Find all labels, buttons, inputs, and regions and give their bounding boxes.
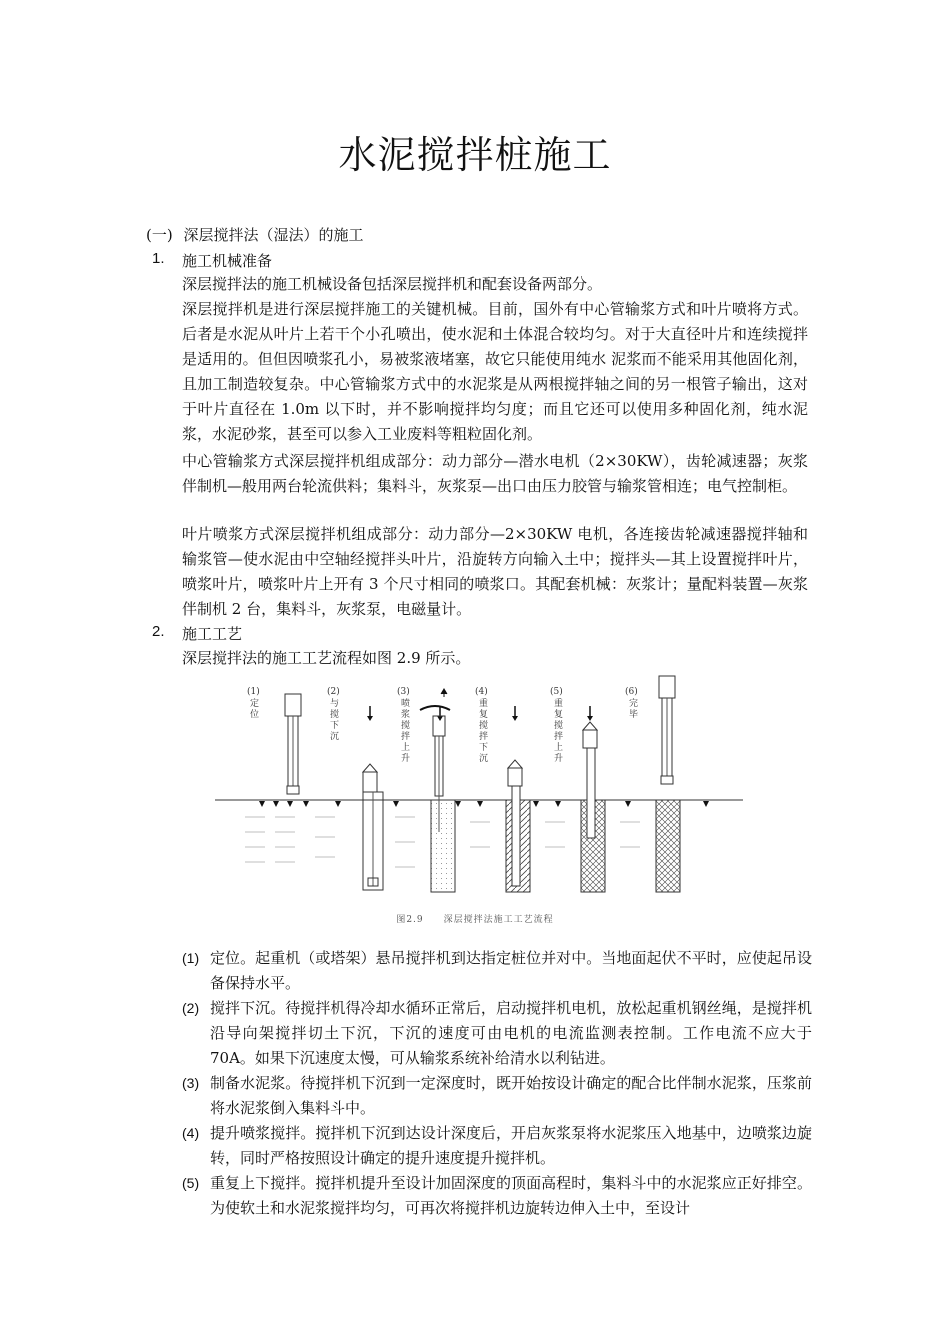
stage-label-3: (3) (397, 687, 410, 697)
stage-text-char: 沉 (479, 754, 489, 764)
stage-text-char: 升 (401, 754, 411, 764)
step-number: (3) (182, 1075, 200, 1091)
stage-text-char: 上 (401, 743, 411, 753)
step-number: (4) (182, 1125, 200, 1141)
process-diagram (215, 672, 745, 932)
stage-label-5: (5) (550, 687, 563, 697)
stage-4-mixer (506, 706, 530, 892)
section-marker: (一) (146, 226, 173, 244)
stage-5-mixer (581, 706, 605, 892)
step-number: (5) (182, 1175, 200, 1191)
step-text: 搅拌下沉。待搅拌机得冷却水循环正常后，启动搅拌机电机，放松起重机钢丝绳，是搅拌机沿导向架搅拌切土下沉，下沉的速度可由电机的电流监测表控制。工作电流不应大于 70A。如果下沉速度太慢，可从输浆系统补给清水以利钻进。 (210, 999, 812, 1067)
stage-label-4: (4) (475, 687, 488, 697)
item2-heading: 施工工艺 (182, 625, 243, 643)
step-text: 提升喷浆搅拌。搅拌机下沉到达设计深度后，开启灰浆泵将水泥浆压入地基中，边喷浆边旋转，同时严格按照设计确定的提升速度提升搅拌机。 (210, 1124, 812, 1167)
stage-text-char: 完 (629, 699, 639, 709)
stage-text-char: 复 (479, 710, 489, 720)
stage-text-char: 位 (250, 710, 260, 720)
item2-paragraph-1: 深层搅拌法的施工工艺流程如图 2.9 所示。 (182, 649, 471, 667)
stage-text-char: 搅 (554, 721, 564, 731)
step-number: (2) (182, 1000, 200, 1016)
stage-text-char: 复 (554, 710, 564, 720)
step-text: 重复上下搅拌。搅拌机提升至设计加固深度的顶面高程时，集料斗中的水泥浆应正好排空。为使软土和水泥浆搅拌均匀，可再次将搅拌机边旋转边伸入土中，至设计 (210, 1174, 812, 1217)
stage-text-char: 下 (479, 743, 489, 753)
stage-text-char: 喷 (401, 699, 411, 709)
step-2 (182, 996, 812, 1071)
step-3 (182, 1071, 812, 1121)
figure-caption: 图2.9 深层搅拌法施工工艺流程 (396, 915, 554, 925)
item1-paragraph-3: 中心管输浆方式深层搅拌机组成部分：动力部分—潜水电机（2×30KW），齿轮减速器；灰浆伴制机—般用两台轮流供料；集料斗，灰浆泵—出口由压力胶管与输浆管相连；电气控制柜。 (182, 452, 808, 495)
stage-text-char: 拌 (554, 732, 564, 742)
stage-text-char: 重 (479, 699, 489, 709)
step-text: 定位。起重机（或塔架）悬吊搅拌机到达指定桩位并对中。当地面起伏不平时，应使起吊设备保持水平。 (210, 949, 812, 992)
stage-text-char: 与 (330, 699, 340, 709)
item2-number: 2. (152, 623, 165, 640)
stage-text-char: 搅 (330, 710, 340, 720)
stage-label-2: (2) (327, 687, 340, 697)
stage-text-char: 下 (330, 721, 340, 731)
stage-3-mixer (420, 689, 455, 892)
stage-label-1: (1) (247, 687, 260, 697)
step-number: (1) (182, 950, 200, 966)
step-5 (182, 1171, 812, 1221)
stage-text-char: 定 (250, 699, 260, 709)
ground-markers (259, 801, 709, 807)
stage-text-char: 上 (554, 743, 564, 753)
step-4 (182, 1121, 812, 1171)
stage-text-char: 搅 (401, 721, 411, 731)
item1-heading: 施工机械准备 (182, 252, 273, 270)
stage-label-6: (6) (625, 687, 638, 697)
stage-1-mixer (285, 694, 301, 794)
stage-text-char: 升 (554, 754, 564, 764)
section-label: 深层搅拌法（湿法）的施工 (183, 226, 364, 244)
step-1 (182, 946, 812, 996)
stage-text-char: 毕 (629, 710, 639, 720)
stage-text-char: 拌 (479, 732, 489, 742)
stage-2-mixer (363, 706, 383, 890)
stage-text-char: 浆 (401, 710, 411, 720)
item1-paragraph-1: 深层搅拌法的施工机械设备包括深层搅拌机和配套设备两部分。 (182, 275, 603, 293)
stage-text-char: 沉 (330, 732, 340, 742)
section-heading (146, 224, 364, 245)
stage-text-char: 拌 (401, 732, 411, 742)
page-title: 水泥搅拌桩施工 (338, 133, 612, 177)
stage-text-char: 重 (554, 699, 564, 709)
item1-paragraph-4: 叶片喷浆方式深层搅拌机组成部分：动力部分—2×30KW 电机，各连接齿轮减速器搅拌轴和输浆管—使水泥由中空轴经搅拌头叶片，沿旋转方向输入土中；搅拌头—其上设置搅拌叶片，喷浆叶片，喷浆叶片上开有 3 个尺寸相同的喷浆口。其配套机械：灰浆计；量配料装置—灰浆伴制机 2 台，集料斗，灰浆泵，电磁量计。 (182, 525, 808, 618)
stage-6-mixer (656, 676, 680, 892)
item1-number: 1. (152, 250, 165, 267)
item1-paragraph-2: 深层搅拌机是进行深层搅拌施工的关键机械。目前，国外有中心管输浆方式和叶片喷将方式。后者是水泥从叶片上若干个小孔喷出，使水泥和土体混合较均匀。对于大直径叶片和连续搅拌是适用的。但但因喷浆孔小，易被浆液堵塞，故它只能使用纯水 泥浆而不能采用其他固化剂，且加工制造较复杂。中心管输浆方式中的水泥浆是从两根搅拌轴之间的另一根管子输出，这对于叶片直径在 1.0m 以下时，并不影响搅拌均匀度；而且它还可以使用多种固化剂，纯水泥浆，水泥砂浆，甚至可以参入工业废料等粗粒固化剂。 (182, 300, 808, 443)
step-text: 制备水泥浆。待搅拌机下沉到一定深度时，既开始按设计确定的配合比伴制水泥浆，压浆前将水泥浆倒入集料斗中。 (210, 1074, 812, 1117)
stage-text-char: 搅 (479, 721, 489, 731)
